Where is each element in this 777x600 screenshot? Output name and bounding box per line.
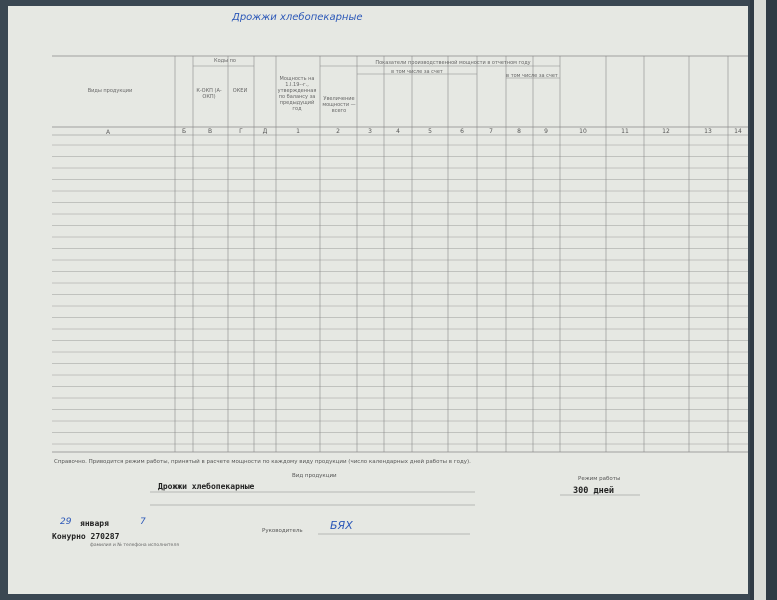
date-day: 29 — [60, 517, 72, 527]
column-number-label: 11 — [621, 128, 629, 135]
column-number-label: Д — [262, 128, 268, 135]
column-number-label: 7 — [489, 128, 493, 135]
column-number-label: 4 — [396, 128, 400, 135]
work-mode-value: 300 дней — [573, 486, 614, 496]
header-incl-2: в том числе за счет — [506, 73, 558, 79]
work-mode-label: Режим работы — [578, 476, 621, 482]
column-number-label: 3 — [368, 128, 372, 135]
column-number-label: 10 — [579, 128, 587, 135]
column-number-label: 9 — [544, 128, 548, 135]
header-production-group: Показатели производственной мощности в отчетном году — [375, 60, 531, 66]
column-number-label: 14 — [734, 128, 742, 135]
column-number-label: В — [207, 128, 213, 135]
handwritten-title: Дрожжи хлебопекарные — [232, 12, 363, 23]
column-number-label: Г — [239, 128, 243, 135]
manager-label: Руководитель — [262, 528, 303, 534]
column-number-label: 1 — [296, 128, 300, 135]
organization-name: Конурно 270287 — [52, 532, 120, 541]
header-codes: Коды по — [214, 58, 236, 64]
header-incl-1: в том числе за счет — [391, 69, 443, 75]
header-capacity: Мощность на 1.I.19--г., утвержденная по балансу за предыдущий год — [277, 76, 317, 112]
manager-signature: БЯХ — [330, 519, 353, 532]
product-type-value: Дрожжи хлебопекарные — [158, 482, 255, 491]
product-type-label: Вид продукции — [292, 473, 337, 479]
column-number-label: 5 — [428, 128, 432, 135]
header-increase: Увеличение мощности — всего — [322, 96, 356, 114]
header-okp: К-ОКП (А-ОКП) — [196, 88, 222, 100]
col-a-label: А — [105, 129, 111, 136]
column-number-label: 2 — [336, 128, 340, 135]
column-number-label: 13 — [704, 128, 712, 135]
organization-subcaption: фамилия и № телефона исполнителя — [90, 543, 179, 548]
column-number-label: Б — [181, 128, 187, 135]
column-number-label: 6 — [460, 128, 464, 135]
reference-note: Справочно. Приводится режим работы, принятый в расчете мощности по каждому виду продукции (число календарных дней работы в году). — [54, 459, 471, 465]
date-month: января — [80, 519, 109, 528]
header-product-types: Виды продукции — [87, 88, 133, 94]
header-okei: ОКЕИ — [232, 88, 248, 94]
column-number-label: 8 — [517, 128, 521, 135]
date-year: 7 — [140, 517, 146, 527]
column-number-label: 12 — [662, 128, 670, 135]
